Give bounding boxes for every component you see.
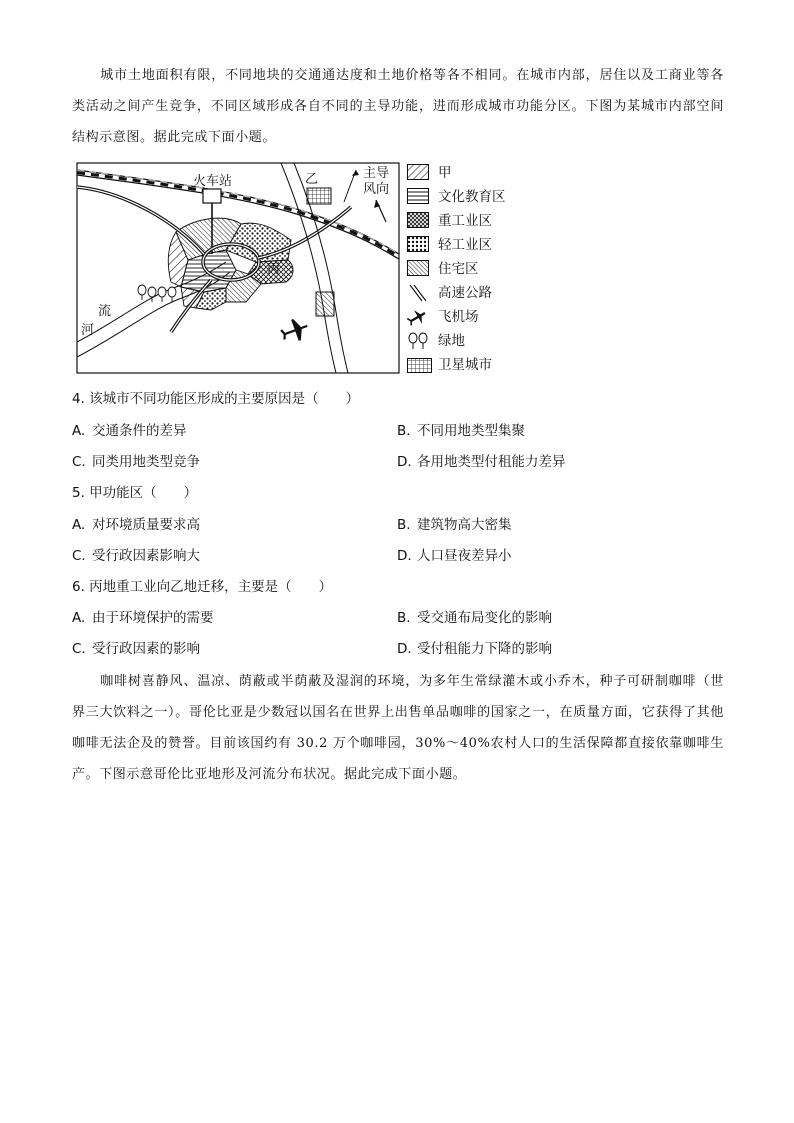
option-text: 同类用地类型竞争 <box>92 454 200 470</box>
option-text: 对环境质量要求高 <box>92 517 200 533</box>
legend-label-jia: 甲 <box>438 165 452 181</box>
legend-item-residential <box>407 259 537 279</box>
legend-item-greenland <box>407 331 537 351</box>
option-letter: B. <box>397 517 411 533</box>
option-letter: C. <box>72 454 86 470</box>
option-letter: D. <box>397 548 412 564</box>
option-text: 由于环境保护的需要 <box>92 610 214 626</box>
label-railway-station: 火车站 <box>193 174 233 189</box>
question-4-option-d[interactable] <box>397 453 566 471</box>
legend-item-highway <box>407 283 537 303</box>
question-6-option-c[interactable] <box>72 640 200 658</box>
legend-label-light-industry: 轻工业区 <box>438 237 492 253</box>
option-text: 人口昼夜差异小 <box>417 548 512 564</box>
crosshatch-icon <box>407 212 429 228</box>
legend-label-greenland: 绿地 <box>438 333 465 349</box>
dots-icon <box>407 236 429 252</box>
intro-paragraph-text: 城市土地面积有限，不同地块的交通通达度和土地价格等各不相同。在城市内部，居住以及工商业等各类活动之间产生竞争，不同区域形成各自不同的主导功能，进而形成城市功能分区。下图为某城市内部空间结构示意图。据此完成下面小题。 <box>72 68 724 145</box>
question-4-stem: 4. 该城市不同功能区形成的主要原因是（ ） <box>72 391 360 407</box>
option-letter: A. <box>72 517 86 533</box>
question-5-option-b[interactable] <box>397 516 512 534</box>
legend-label-heavy-industry: 重工业区 <box>438 213 492 229</box>
question-4-option-c[interactable] <box>72 453 200 471</box>
coffee-paragraph <box>72 666 724 790</box>
question-6-option-d[interactable] <box>397 640 552 658</box>
airplane-icon <box>407 308 429 326</box>
option-text: 受付租能力下降的影响 <box>417 641 552 657</box>
option-text: 不同用地类型集聚 <box>417 423 525 439</box>
railway-station-box <box>203 189 221 203</box>
label-river-2: 河 <box>81 323 95 338</box>
label-zone-yi: 乙 <box>305 172 319 187</box>
intro-paragraph <box>72 60 724 153</box>
option-text: 建筑物高大密集 <box>417 517 512 533</box>
question-4-option-b[interactable] <box>397 422 525 440</box>
option-text: 受行政因素的影响 <box>92 641 200 657</box>
legend-label-residential: 住宅区 <box>438 261 479 277</box>
legend-item-satellite-city <box>407 355 537 375</box>
question-6-stem: 6. 丙地重工业向乙地迁移，主要是（ ） <box>72 579 333 595</box>
legend-label-airport: 飞机场 <box>438 309 479 325</box>
label-zone-bing: 丙 <box>267 262 281 277</box>
legend-label-highway: 高速公路 <box>438 285 492 301</box>
highway-lines-icon <box>407 284 429 302</box>
label-river-1: 流 <box>98 304 112 319</box>
question-6-option-a[interactable] <box>72 609 214 627</box>
legend-item-culture <box>407 187 537 207</box>
question-6-option-b[interactable] <box>397 609 552 627</box>
question-5-option-d[interactable] <box>397 547 512 565</box>
coffee-paragraph-text: 咖啡树喜静风、温凉、荫蔽或半荫蔽及湿润的环境，为多年生常绿灌木或小乔木，种子可研制咖啡（世界三大饮料之一）。哥伦比亚是少数冠以国名在世界上出售单品咖啡的国家之一，在质量方面，它获得了其他咖啡无法企及的赞誉。目前该国约有 30.2 万个咖啡园，30%～40%农村人口的生活保障都直接依靠咖啡生产。下图示意哥伦比亚地形及河流分布状况。据此完成下面小题。 <box>72 674 724 782</box>
option-letter: B. <box>397 610 411 626</box>
horizontal-lines-icon <box>407 188 429 204</box>
legend-label-culture: 文化教育区 <box>438 189 506 205</box>
satellite-city-yi <box>307 188 331 204</box>
question-5-stem: 5. 甲功能区（ ） <box>72 485 198 501</box>
option-text: 各用地类型付租能力差异 <box>417 454 566 470</box>
option-letter: B. <box>397 423 411 439</box>
question-5-option-c[interactable] <box>72 547 200 565</box>
option-letter: D. <box>397 454 412 470</box>
option-text: 受行政因素影响大 <box>92 548 200 564</box>
label-wind-1: 主导 <box>363 166 390 181</box>
satellite-city-east <box>316 292 334 316</box>
legend-item-jia <box>407 163 537 183</box>
tree-icon <box>407 332 429 350</box>
question-5-option-a[interactable] <box>72 516 200 534</box>
option-letter: C. <box>72 641 86 657</box>
city-structure-map <box>76 162 400 374</box>
option-text: 交通条件的差异 <box>92 423 187 439</box>
legend-label-satellite-city: 卫星城市 <box>438 357 492 373</box>
label-wind-2: 风向 <box>363 182 390 197</box>
option-letter: C. <box>72 548 86 564</box>
legend-item-airport <box>407 307 537 327</box>
question-4-option-a[interactable] <box>72 422 187 440</box>
option-letter: A. <box>72 423 86 439</box>
grid-icon <box>407 356 433 374</box>
option-letter: A. <box>72 610 86 626</box>
option-text: 受交通布局变化的影响 <box>417 610 552 626</box>
dense-diagonal-hatch-icon <box>407 260 429 276</box>
diagonal-hatch-icon <box>407 164 429 180</box>
legend-item-light-industry <box>407 235 537 255</box>
legend-item-heavy-industry <box>407 211 537 231</box>
option-letter: D. <box>397 641 412 657</box>
